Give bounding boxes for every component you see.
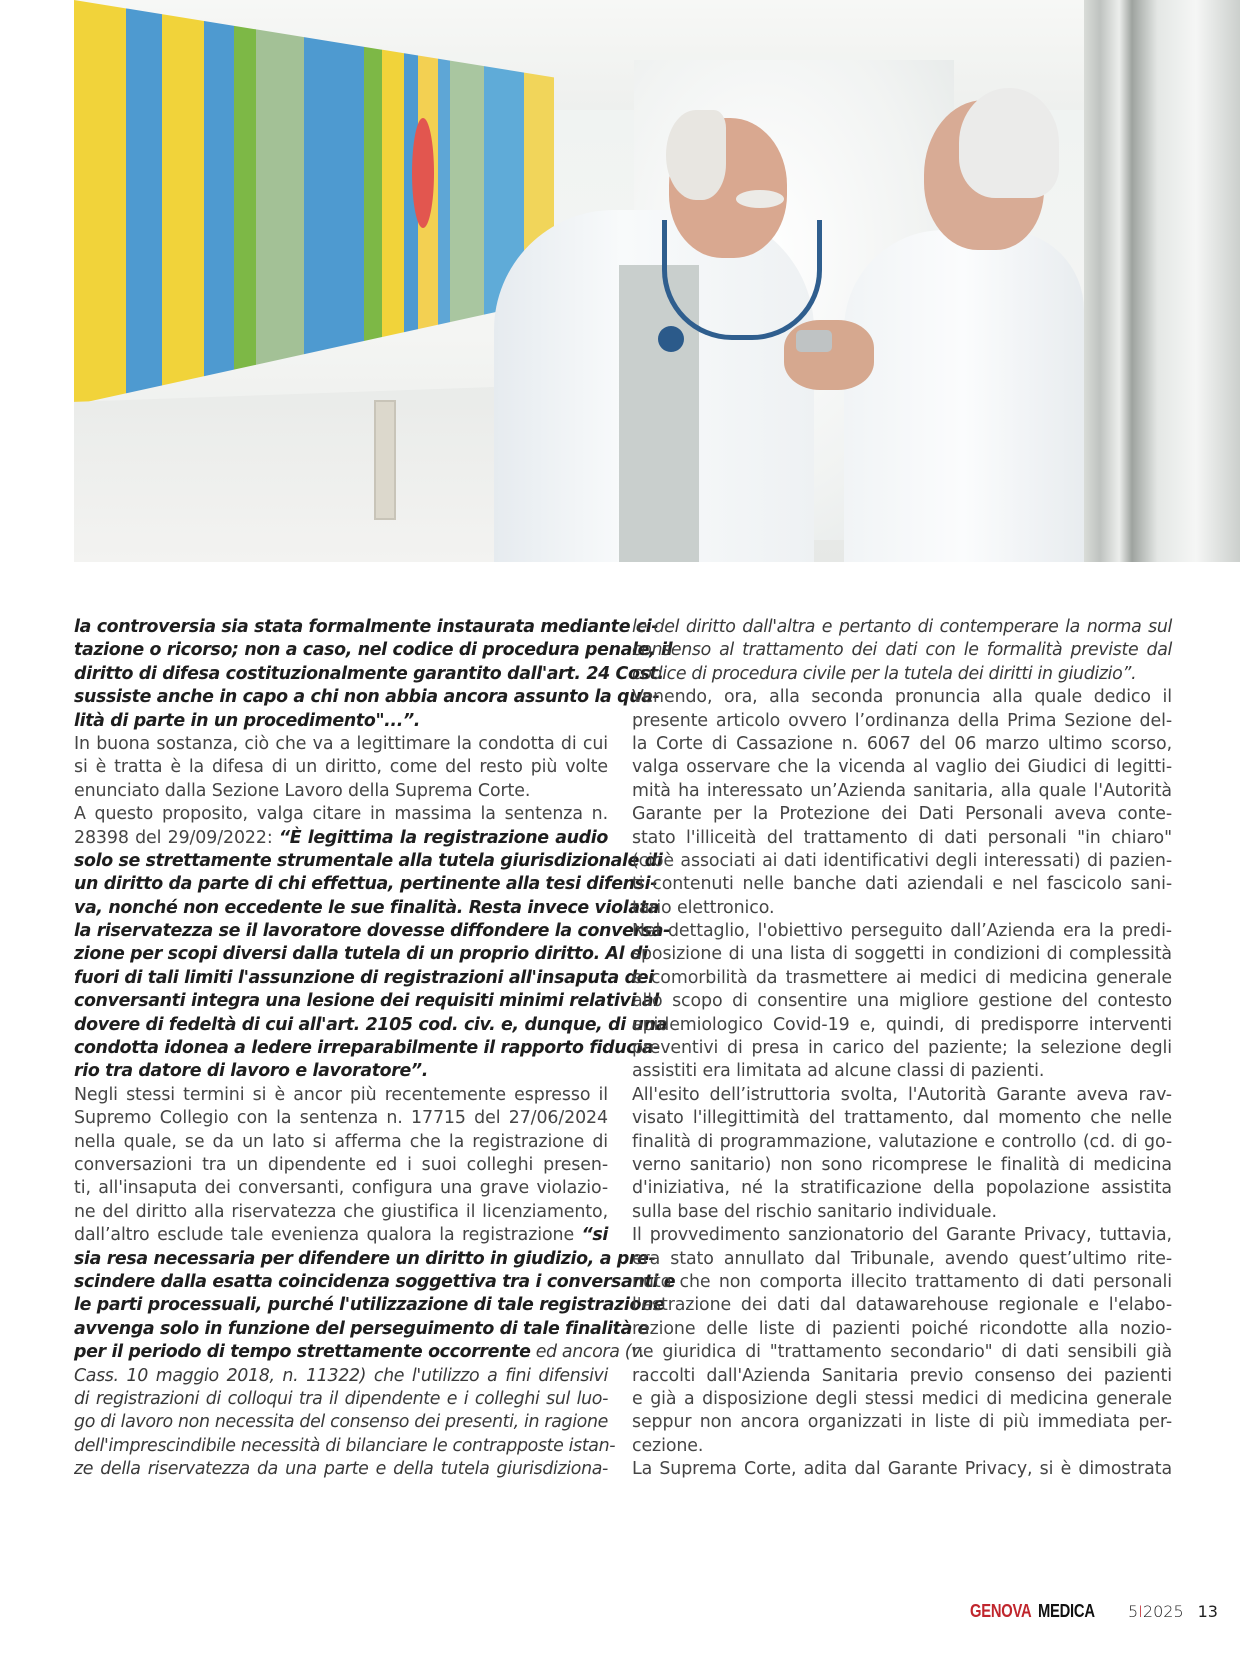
quoted-ruling-text: solo se strettamente strumentale alla tutela giurisdizionale di — [74, 850, 663, 871]
text-line — [632, 710, 1172, 733]
quoted-ruling-text: per il periodo di tempo strettamente occorrente — [74, 1342, 531, 1363]
text-line — [632, 967, 1172, 990]
text-line — [632, 663, 1172, 686]
text-line — [74, 686, 660, 709]
text-line — [632, 780, 1172, 803]
text-line — [74, 1037, 661, 1060]
body-text: si è tratta è la difesa di un diritto, come del resto più volte — [74, 757, 608, 778]
text-line — [74, 1411, 608, 1434]
text-line — [74, 1435, 616, 1458]
body-text: sulla base del rischio sanitario individuale. — [632, 1201, 997, 1222]
body-text: epidemiologico Covid-19 e, quindi, di predisporre interventi — [632, 1014, 1172, 1035]
quoted-ruling-text: dovere di fedeltà di cui all'art. 2105 cod. civ. e, dunque, di una — [74, 1014, 668, 1035]
mural-stripe — [364, 0, 382, 440]
text-line — [74, 1318, 650, 1341]
magazine-name-genova: GENOVA — [970, 1601, 1032, 1621]
issue-year: 2025 — [1142, 1602, 1184, 1621]
issue-label — [1128, 1602, 1184, 1621]
text-line — [632, 1177, 1172, 1200]
quoted-ruling-text: zione per scopi diversi dalla tutela di un proprio diritto. Al di — [74, 944, 648, 965]
text-line — [74, 803, 608, 826]
italic-citation-text: dell'imprescindibile necessità di bilanciare le contrapposte istan- — [74, 1435, 616, 1456]
text-line — [74, 1294, 665, 1317]
text-line — [74, 897, 660, 920]
mural-stripe — [256, 0, 304, 440]
quoted-ruling-text: diritto di difesa costituzionalmente garantito dall'art. 24 Cost. — [74, 663, 664, 684]
text-line — [632, 1154, 1172, 1177]
article-column-right — [632, 616, 1172, 1481]
text-line — [74, 1107, 608, 1130]
text-line — [74, 780, 608, 803]
doctor-right-hair — [959, 88, 1059, 198]
body-text: d'iniziativa, né la stratificazione della popolazione assistita — [632, 1178, 1172, 1199]
text-line — [74, 1131, 608, 1154]
body-text: valga osservare che la vicenda al vaglio dei Giudici di legitti- — [632, 757, 1172, 778]
quoted-ruling-text: tazione o ricorso; non a caso, nel codice di procedura penale, il — [74, 640, 673, 661]
text-line — [74, 1084, 608, 1107]
body-text: ti contenuti nelle banche dati aziendali e nel fascicolo sani- — [632, 874, 1172, 895]
text-line — [632, 1365, 1172, 1388]
text-line — [632, 1341, 1172, 1364]
text-line — [74, 1388, 608, 1411]
text-line — [632, 1107, 1172, 1130]
mural-stripe — [234, 0, 256, 440]
body-text: nella quale, se da un lato si afferma che la registrazione di — [74, 1131, 608, 1152]
text-line — [74, 990, 659, 1013]
text-line — [632, 1458, 1172, 1481]
body-text: finalità di programmazione, valutazione e controllo (cd. di go- — [632, 1131, 1172, 1152]
body-text: In buona sostanza, ciò che va a legittimare la condotta di cui — [74, 733, 608, 754]
page-footer — [970, 1601, 1218, 1625]
text-line — [632, 850, 1172, 873]
text-line — [74, 920, 670, 943]
body-text: Nel dettaglio, l'obiettivo perseguito dall’Azienda era la predi- — [632, 921, 1172, 942]
handheld-device — [796, 330, 832, 352]
text-line — [632, 897, 1172, 920]
text-line — [632, 1248, 1172, 1271]
body-text: ne del diritto alla riservatezza che giustifica il licenziamento, — [74, 1201, 608, 1222]
text-line — [632, 920, 1172, 943]
mural-stripe — [438, 0, 450, 440]
text-line — [74, 663, 664, 686]
issue-separator: I — [1138, 1602, 1143, 1621]
body-text: visato l'illegittimità del trattamento, dal momento che nelle — [632, 1108, 1172, 1129]
text-line — [632, 1388, 1172, 1411]
text-line — [632, 873, 1172, 896]
page-number: 13 — [1197, 1602, 1218, 1621]
text-line — [632, 1201, 1172, 1224]
italic-citation-text: go di lavoro non necessita del consenso dei presenti, in ragione — [74, 1412, 608, 1433]
quoted-ruling-text: lità di parte in un procedimento"...”. — [74, 710, 421, 731]
magazine-name-medica: MEDICA — [1038, 1601, 1095, 1621]
body-text: tario elettronico. — [632, 897, 775, 918]
italic-citation-text: ze della riservatezza da una parte e della tutela giurisdiziona- — [74, 1459, 608, 1480]
quoted-ruling-text: un diritto da parte di chi effettua, pertinente alla tesi difensi- — [74, 874, 658, 895]
mural-stripe — [450, 0, 484, 440]
body-text: Il provvedimento sanzionatorio del Garante Privacy, tuttavia, — [632, 1225, 1172, 1246]
text-line — [632, 827, 1172, 850]
quoted-ruling-text: conversanti integra una lesione dei requisiti minimi relativi al — [74, 991, 659, 1012]
body-text: preventivi di presa in carico del paziente; la selezione degli — [632, 1038, 1172, 1059]
body-text: e comorbilità da trasmettere ai medici di medicina generale — [632, 967, 1172, 988]
text-line — [632, 1435, 1172, 1458]
text-line — [632, 639, 1172, 662]
italic-citation-text: consenso al trattamento dei dati con le formalità previste dal — [632, 640, 1172, 661]
quoted-ruling-text: rio tra datore di lavoro e lavoratore”. — [74, 1061, 429, 1082]
stethoscope-bell — [658, 326, 684, 352]
text-line — [74, 1177, 608, 1200]
body-text: allo scopo di consentire una migliore gestione del contesto — [632, 991, 1172, 1012]
body-text: sposizione di una lista di soggetti in condizioni di complessità — [632, 944, 1172, 965]
body-text: mità ha interessato un’Azienda sanitaria, alla quale l'Autorità — [632, 780, 1172, 801]
mural-stripe — [404, 0, 418, 440]
italic-citation-text: le del diritto dall'altra e pertanto di contemperare la norma sul — [632, 617, 1172, 637]
text-line — [74, 1271, 676, 1294]
doctor-left-mustache — [736, 190, 784, 208]
text-line — [74, 710, 608, 733]
text-line — [74, 1365, 608, 1388]
text-line — [74, 616, 659, 639]
text-line — [632, 1294, 1172, 1317]
text-line — [632, 1060, 1172, 1083]
quoted-ruling-text: “È legittima la registrazione audio — [278, 827, 608, 848]
quoted-ruling-text: le parti processuali, purché l'utilizzazione di tale registrazione — [74, 1295, 665, 1316]
quoted-ruling-text: sia resa necessaria per difendere un diritto in giudizio, a pre- — [74, 1248, 656, 1269]
text-line — [632, 943, 1172, 966]
body-text: nuto che non comporta illecito trattamento di dati personali — [632, 1271, 1172, 1292]
text-line — [632, 1224, 1172, 1247]
text-line — [632, 616, 1172, 639]
doctor-right-coat — [844, 230, 1084, 562]
italic-citation-text: Cass. 10 maggio 2018, n. 11322) che l'utilizzo a fini difensivi — [74, 1365, 608, 1386]
body-text: Supremo Collegio con la sentenza n. 17715 del 27/06/2024 — [74, 1108, 608, 1129]
mural-stripe — [162, 0, 204, 440]
body-text: e già a disposizione degli stessi medici di medicina generale — [632, 1388, 1172, 1409]
quoted-ruling-text: “si — [581, 1225, 608, 1246]
radiator — [374, 400, 396, 520]
body-text: cezione. — [632, 1435, 704, 1456]
body-text: All'esito dell’istruttoria svolta, l'Autorità Garante aveva rav- — [632, 1084, 1172, 1105]
body-text: A questo proposito, valga citare in massima la sentenza n. — [74, 804, 608, 825]
quoted-ruling-text: condotta idonea a ledere irreparabilmente il rapporto fiducia- — [74, 1038, 661, 1059]
glass-wall — [1084, 0, 1240, 562]
text-line — [74, 967, 654, 990]
text-line — [632, 1131, 1172, 1154]
body-text: (cioè associati ai dati identificativi degli interessati) di pazien- — [632, 850, 1172, 871]
quoted-ruling-text: scindere dalla esatta coincidenza soggettiva tra i conversanti e — [74, 1271, 676, 1292]
text-line — [74, 1154, 608, 1177]
body-text: Venendo, ora, alla seconda pronuncia alla quale dedico il — [632, 687, 1172, 708]
italic-citation-text: di registrazioni di colloqui tra il dipendente e i colleghi sul luo- — [74, 1388, 608, 1409]
quoted-ruling-text: va, nonché non eccedente le sue finalità. Resta invece violata — [74, 897, 660, 918]
text-line — [74, 943, 648, 966]
mural-red-oval — [412, 118, 434, 228]
body-text: razione delle liste di pazienti poiché ricondotte alla nozio- — [632, 1318, 1172, 1339]
mural-stripe — [126, 0, 162, 440]
body-text: era stato annullato dal Tribunale, avendo quest’ultimo rite- — [632, 1248, 1172, 1269]
quoted-ruling-text: avvenga solo in funzione del perseguimento di tale finalità e — [74, 1318, 650, 1339]
quoted-ruling-text: fuori di tali limiti l'assunzione di registrazioni all'insaputa dei — [74, 967, 654, 988]
text-line — [632, 1037, 1172, 1060]
text-line — [632, 1084, 1172, 1107]
text-line — [632, 686, 1172, 709]
italic-citation-text: ed ancora (v. — [530, 1342, 645, 1363]
article-photo — [74, 0, 1240, 562]
body-text: La Suprema Corte, adita dal Garante Privacy, si è dimostrata — [632, 1459, 1172, 1480]
body-text: la Corte di Cassazione n. 6067 del 06 marzo ultimo scorso, — [632, 733, 1172, 754]
body-text: l'estrazione dei dati dal datawarehouse regionale e l'elabo- — [632, 1295, 1172, 1316]
text-line — [632, 803, 1172, 826]
text-line — [74, 733, 608, 756]
text-line — [632, 756, 1172, 779]
text-line — [74, 1224, 608, 1247]
italic-citation-text: codice di procedura civile per la tutela dei diritti in giudizio”. — [632, 663, 1137, 684]
text-line — [632, 733, 1172, 756]
body-text: dall’altro esclude tale evenienza qualora la registrazione — [74, 1225, 582, 1246]
body-text: stato l'illiceità del trattamento di dati personali "in chiaro" — [632, 827, 1172, 848]
text-line — [74, 1248, 656, 1271]
body-text: Garante per la Protezione dei Dati Personali aveva conte- — [632, 804, 1172, 825]
quoted-ruling-text: sussiste anche in capo a chi non abbia ancora assunto la qua- — [74, 687, 660, 708]
text-line — [632, 1014, 1172, 1037]
mural-stripe — [304, 0, 364, 440]
body-text: conversazioni tra un dipendente ed i suoi colleghi presen- — [74, 1154, 608, 1175]
text-line — [74, 1341, 645, 1364]
text-line — [632, 1411, 1172, 1434]
body-text: seppur non ancora organizzati in liste di più immediata per- — [632, 1412, 1172, 1433]
doctor-left-hair — [666, 110, 726, 200]
text-line — [74, 1014, 668, 1037]
text-line — [74, 756, 608, 779]
text-line — [74, 1458, 608, 1481]
text-line — [74, 1201, 608, 1224]
body-text: presente articolo ovvero l’ordinanza della Prima Sezione del- — [632, 710, 1172, 731]
body-text: enunciato dalla Sezione Lavoro della Suprema Corte. — [74, 780, 531, 801]
text-line — [632, 990, 1172, 1013]
body-text: Negli stessi termini si è ancor più recentemente espresso il — [74, 1084, 608, 1105]
stethoscope-icon — [662, 220, 822, 340]
quoted-ruling-text: la riservatezza se il lavoratore dovesse diffondere la conversa- — [74, 921, 670, 942]
body-text: ti, all'insaputa dei conversanti, configura una grave violazio- — [74, 1178, 608, 1199]
body-text: 28398 del 29/09/2022: — [74, 827, 279, 848]
quoted-ruling-text: la controversia sia stata formalmente instaurata mediante ci- — [74, 617, 659, 637]
text-line — [632, 1318, 1172, 1341]
text-line — [74, 1060, 608, 1083]
text-line — [74, 827, 608, 850]
body-text: raccolti dall'Azienda Sanitaria previo consenso dei pazienti — [632, 1365, 1172, 1386]
mural-stripe — [74, 0, 126, 440]
text-line — [74, 850, 663, 873]
body-text: assistiti era limitata ad alcune classi di pazienti. — [632, 1061, 1045, 1082]
body-text: verno sanitario) non sono ricomprese le finalità di medicina — [632, 1154, 1172, 1175]
text-line — [74, 639, 673, 662]
issue-number: 5 — [1128, 1602, 1139, 1621]
body-text: ne giuridica di "trattamento secondario" di dati sensibili già — [632, 1342, 1172, 1363]
mural-stripe — [204, 0, 234, 440]
text-line — [632, 1271, 1172, 1294]
mural-stripe — [382, 0, 404, 440]
text-line — [74, 873, 658, 896]
